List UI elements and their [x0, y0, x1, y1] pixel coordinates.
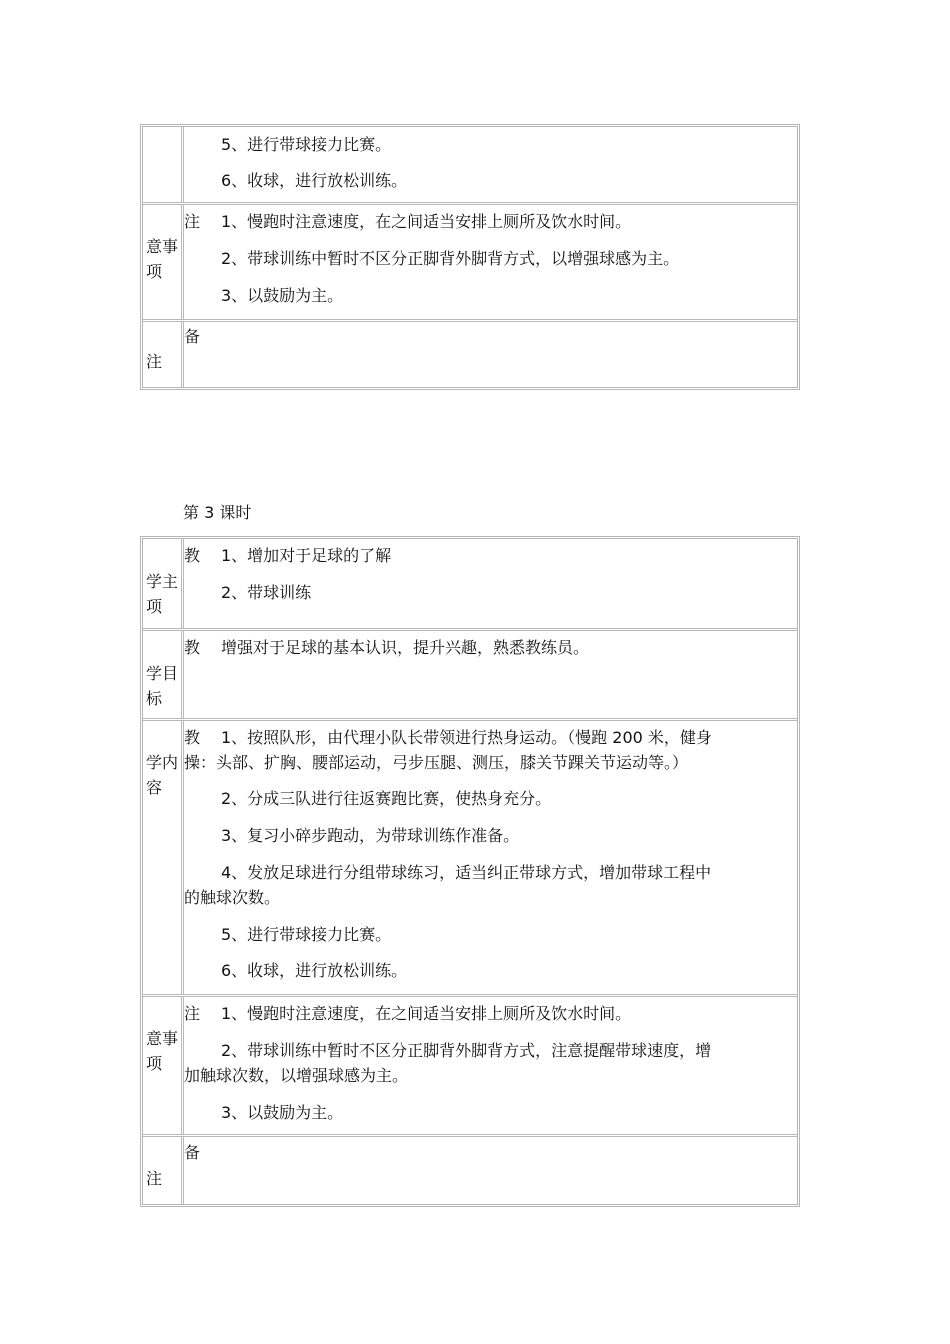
- lesson-heading: 第 3 课时: [183, 503, 252, 522]
- content-item-4-line2: 的触球次数。: [184, 888, 281, 907]
- activity-item-6: 6、收球，进行放松训练。: [221, 171, 408, 190]
- remarks-label-part1: 备: [184, 1143, 201, 1162]
- remarks-label-part1: 备: [184, 327, 201, 346]
- table2-row-goals: [143, 631, 797, 721]
- content-label-part3: 容: [146, 778, 163, 797]
- note-item-2: 2、带球训练中暂时不区分正脚背外脚背方式，以增强球感为主。: [221, 249, 680, 268]
- note-item-2-line2: 加触球次数，以增强球感为主。: [184, 1066, 409, 1085]
- table1-row-notes: [143, 205, 797, 322]
- content-label-part1: 教: [184, 728, 201, 747]
- lesson-table-1: [140, 124, 800, 390]
- content-item-2: 2、分成三队进行往返赛跑比赛，使热身充分。: [221, 789, 552, 808]
- content-item-3: 3、复习小碎步跑动，为带球训练作准备。: [221, 826, 520, 845]
- notes-label-part3: 项: [146, 262, 163, 281]
- notes-label-part2: 意事: [146, 1029, 179, 1048]
- goals-label-part3: 标: [146, 689, 163, 708]
- goals-label-part1: 教: [184, 638, 201, 657]
- note-item-3: 3、以鼓励为主。: [221, 286, 344, 305]
- row-label-cell: [143, 997, 184, 1134]
- row-label-cell: [143, 127, 184, 202]
- content-item-1-line2: 操：头部、扩胸、腰部运动，弓步压腿、测压，膝关节踝关节运动等。）: [184, 753, 689, 772]
- main-items-label-part2: 学主: [146, 572, 179, 591]
- content-item-4-line1: 4、发放足球进行分组带球练习，适当纠正带球方式，增加带球工程中: [221, 863, 712, 882]
- row-label-cell: [143, 205, 184, 319]
- note-item-2-line1: 2、带球训练中暂时不区分正脚背外脚背方式，注意提醒带球速度，增: [221, 1041, 712, 1060]
- row-label-cell: [143, 721, 184, 994]
- note-item-1: 1、慢跑时注意速度，在之间适当安排上厕所及饮水时间。: [221, 1004, 632, 1023]
- table1-row-remarks: [143, 322, 797, 387]
- lesson-table-2: [140, 536, 800, 1207]
- content-label-part2: 学内: [146, 753, 179, 772]
- main-items-label-part3: 项: [146, 597, 163, 616]
- notes-label-part1: 注: [184, 1004, 201, 1023]
- goal-text: 增强对于足球的基本认识，提升兴趣，熟悉教练员。: [221, 638, 590, 657]
- activity-item-5: 5、进行带球接力比赛。: [221, 135, 392, 154]
- main-item-2: 2、带球训练: [221, 583, 312, 602]
- table2-row-notes: [143, 997, 797, 1137]
- note-item-1: 1、慢跑时注意速度，在之间适当安排上厕所及饮水时间。: [221, 212, 632, 231]
- notes-label-part1: 注: [184, 212, 201, 231]
- row-label-cell: [143, 631, 184, 718]
- notes-label-part3: 项: [146, 1054, 163, 1073]
- main-item-1: 1、增加对于足球的了解: [221, 546, 392, 565]
- table2-row-remarks: [143, 1137, 797, 1204]
- content-item-1-line1: 1、按照队形，由代理小队长带领进行热身运动。（慢跑 200 米，健身: [221, 728, 712, 747]
- row-label-cell: [143, 322, 184, 387]
- table2-row-content: [143, 721, 797, 997]
- row-label-cell: [143, 1137, 184, 1204]
- note-item-3: 3、以鼓励为主。: [221, 1103, 344, 1122]
- main-items-label-part1: 教: [184, 546, 201, 565]
- table1-row-activities: [143, 127, 797, 205]
- goals-label-part2: 学目: [146, 664, 179, 683]
- row-label-cell: [143, 539, 184, 628]
- table2-row-main-items: [143, 539, 797, 631]
- remarks-label-part2: 注: [146, 352, 163, 371]
- content-item-6: 6、收球，进行放松训练。: [221, 961, 408, 980]
- content-item-5: 5、进行带球接力比赛。: [221, 925, 392, 944]
- notes-label-part2: 意事: [146, 237, 179, 256]
- remarks-label-part2: 注: [146, 1169, 163, 1188]
